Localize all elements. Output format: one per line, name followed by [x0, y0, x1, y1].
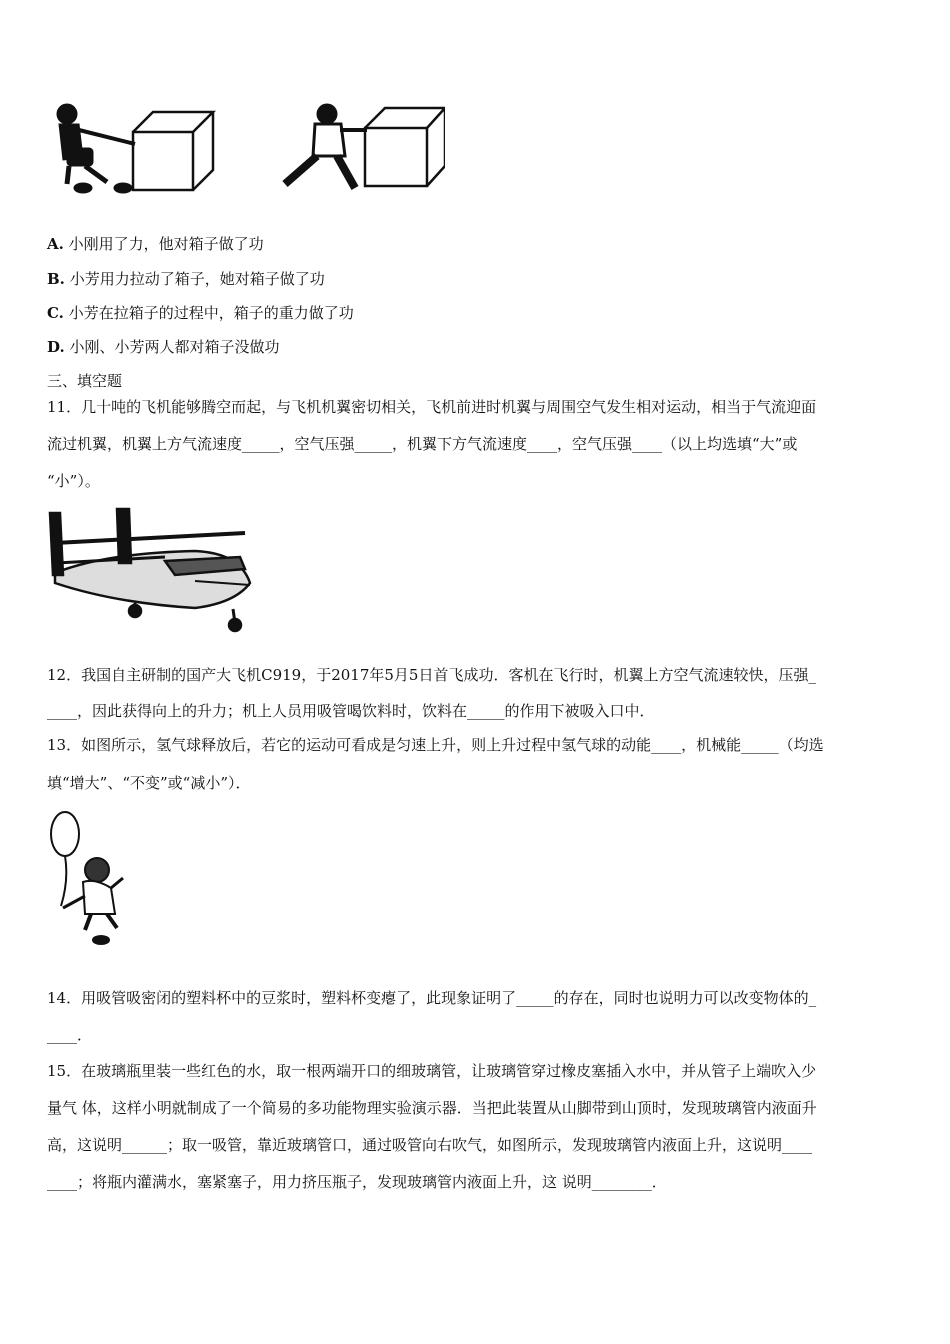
q11-line-2: 流过机翼，机翼上方气流速度_____，空气压强_____，机翼下方气流速度____，空气压强____（以上均选填“大”或 — [47, 435, 798, 453]
option-c — [47, 302, 354, 324]
q11-line-3: “小”）。 — [47, 472, 100, 490]
boy-pushing-figure — [57, 104, 135, 193]
q12-line-2: ____，因此获得向上的升力；机上人员用吸管喝饮料时，饮料在_____的作用下被吸入口中． — [47, 702, 655, 720]
q15-line-4: ____；将瓶内灌满水，塞紧塞子，用力挤压瓶子，发现玻璃管内液面上升，这 说明________． — [47, 1173, 667, 1191]
q15-line-1: 15．在玻璃瓶里装一些红色的水，取一根两端开口的细玻璃管，让玻璃管穿过橡皮塞插入水中，并从管子上端吹入少 — [47, 1062, 817, 1080]
girl-pulling-figure — [285, 104, 367, 188]
option-a — [47, 233, 264, 255]
right-box — [365, 108, 445, 186]
option-c-text: 小芳在拉箱子的过程中，箱子的重力做了功 — [68, 304, 354, 322]
airplane-figure — [45, 503, 255, 633]
balloon-icon — [51, 812, 79, 856]
option-d-text: 小刚、小芳两人都对箱子没做功 — [69, 338, 280, 356]
q12-line-1: 12．我国自主研制的国产大飞机C919，于2017年5月5日首飞成功．客机在飞行时，机翼上方空气流速较快，压强_ — [47, 666, 816, 684]
push-pull-box-figure — [45, 100, 445, 205]
q15-line-3: 高，这说明______；取一吸管，靠近玻璃管口，通过吸管向右吹气，如图所示，发现玻璃管内液面上升，这说明____ — [47, 1136, 813, 1154]
option-b-text: 小芳用力拉动了箱子，她对箱子做了功 — [69, 270, 325, 288]
option-d-letter: D. — [47, 338, 65, 356]
option-b — [47, 268, 325, 290]
option-c-letter: C. — [47, 304, 64, 322]
option-b-letter: B. — [47, 270, 65, 288]
q13-line-1: 13．如图所示，氢气球释放后，若它的运动可看成是匀速上升，则上升过程中氢气球的动能____，机械能_____（均选 — [47, 736, 824, 754]
option-a-letter: A. — [47, 235, 64, 253]
section-title: 三、填空题 — [47, 372, 123, 390]
option-a-text: 小刚用了力，他对箱子做了功 — [68, 235, 264, 253]
q13-line-2: 填“增大”、“不变”或“减小”）． — [47, 774, 251, 792]
q14-line-2: ____． — [47, 1026, 93, 1044]
q11-line-1: 11．几十吨的飞机能够腾空而起，与飞机机翼密切相关，飞机前进时机翼与周围空气发生相对运动，相当于气流迎面 — [47, 398, 817, 416]
balloon-child-figure — [45, 810, 135, 950]
option-d — [47, 336, 280, 358]
q14-line-1: 14．用吸管吸密闭的塑料杯中的豆浆时，塑料杯变瘪了，此现象证明了_____的存在，同时也说明力可以改变物体的_ — [47, 989, 817, 1007]
q15-line-2: 量气 体，这样小明就制成了一个简易的多功能物理实验演示器．当把此装置从山脚带到山顶时，发现玻璃管内液面升 — [47, 1099, 817, 1117]
left-box — [133, 112, 213, 190]
